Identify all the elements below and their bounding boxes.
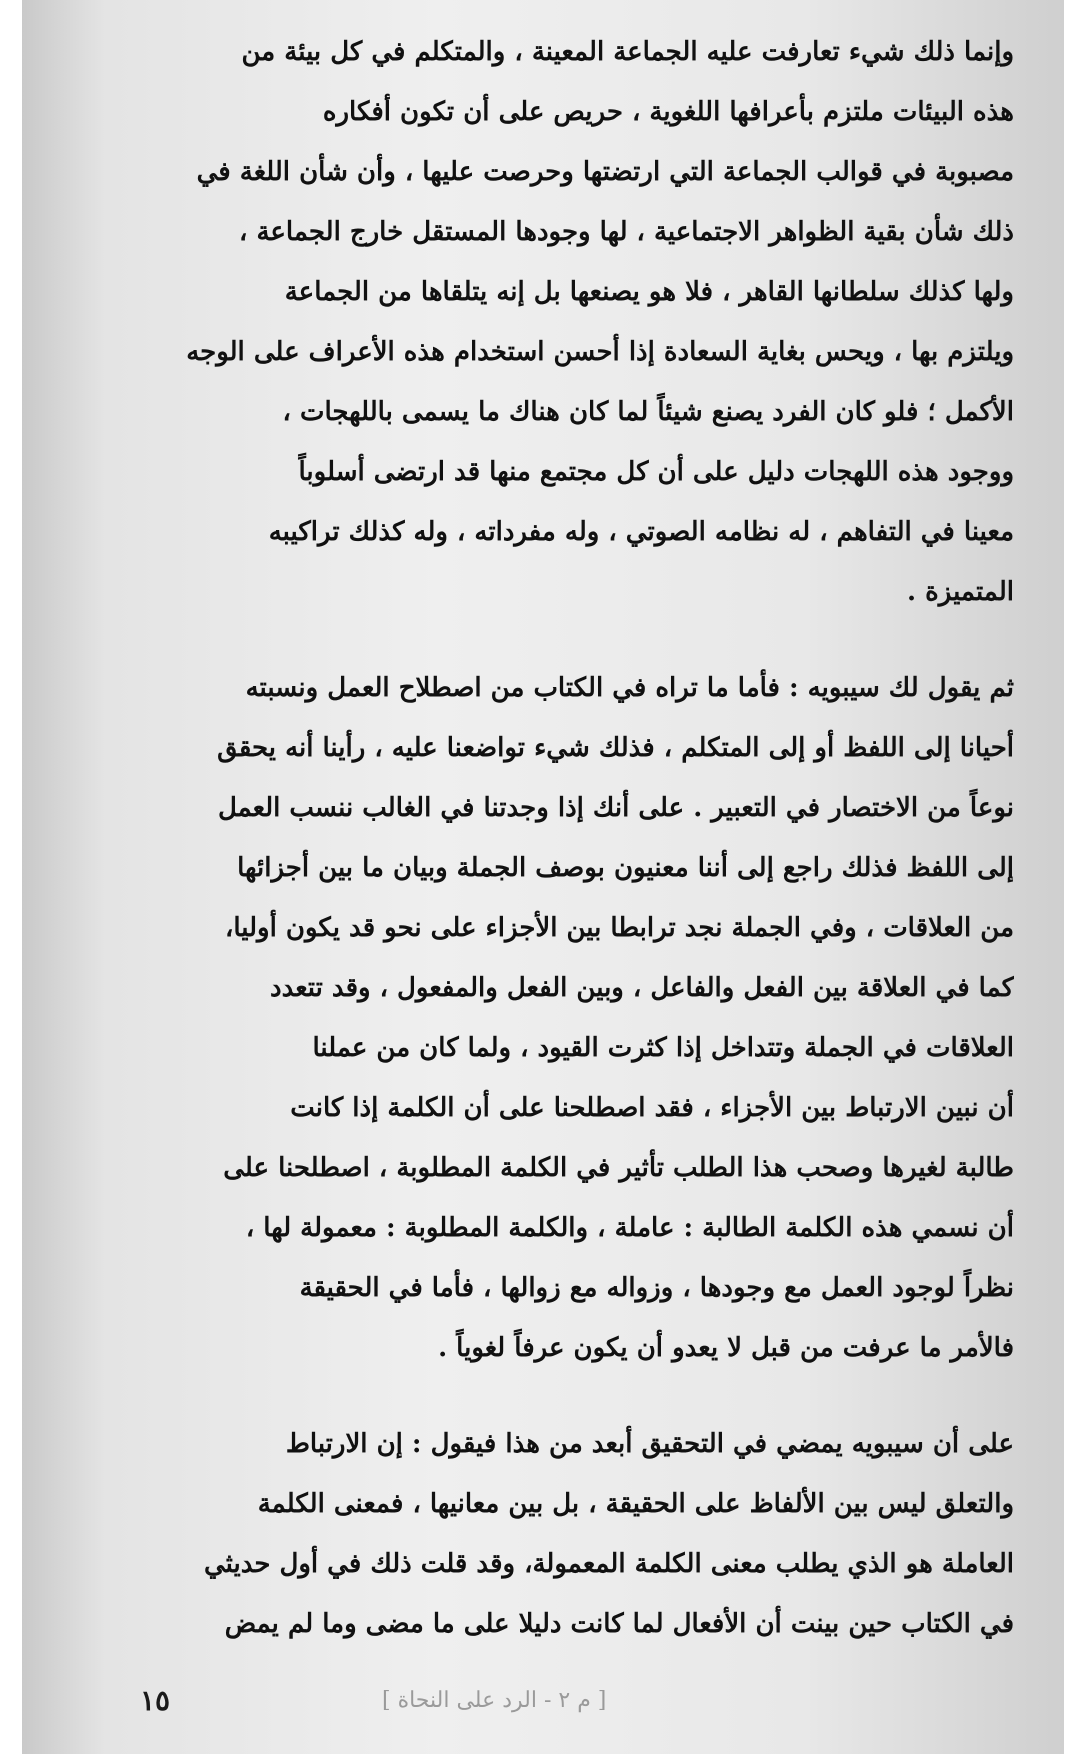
text-line: طالبة لغيرها وصحب هذا الطلب تأثير في الكلمة المطلوبة ، اصطلحنا على	[223, 1153, 1014, 1183]
text-line: إلى اللفظ فذلك راجع إلى أننا معنيون بوصف الجملة وبيان ما بين أجزائها	[237, 853, 1014, 883]
text-line: أحيانا إلى اللفظ أو إلى المتكلم ، فذلك شيء تواضعنا عليه ، رأينا أنه يحقق	[217, 733, 1014, 763]
text-line: نوعاً من الاختصار في التعبير . على أنك إذا وجدتنا في الغالب ننسب العمل	[217, 793, 1014, 823]
text-line: في الكتاب حين بينت أن الأفعال لما كانت دليلا على ما مضى وما لم يمض	[224, 1609, 1014, 1639]
text-line: نظراً لوجود العمل مع وجودها ، وزواله مع زوالها ، فأما في الحقيقة	[299, 1273, 1014, 1303]
text-line: وإنما ذلك شيء تعارفت عليه الجماعة المعينة ، والمتكلم في كل بيئة من	[241, 37, 1014, 67]
text-line: ذلك شأن بقية الظواهر الاجتماعية ، لها وجودها المستقل خارج الجماعة ،	[239, 217, 1014, 247]
paragraph-2	[112, 658, 1014, 1378]
text-line: العاملة هو الذي يطلب معنى الكلمة المعمولة، وقد قلت ذلك في أول حديثي	[203, 1549, 1014, 1579]
page-footer	[22, 1684, 1064, 1724]
text-line: مصبوبة في قوالب الجماعة التي ارتضتها وحرصت عليها ، وأن شأن اللغة في	[196, 157, 1014, 187]
text-line: المتميزة .	[907, 577, 1014, 607]
text-line: هذه البيئات ملتزم بأعرافها اللغوية ، حريص على أن تكون أفكاره	[322, 97, 1014, 127]
text-line: فالأمر ما عرفت من قبل لا يعدو أن يكون عرفاً لغوياً .	[438, 1333, 1014, 1363]
text-line: ووجود هذه اللهجات دليل على أن كل مجتمع منها قد ارتضى أسلوباً	[298, 457, 1014, 487]
footer-note: [ م ٢ - الرد على النحاة ]	[382, 1688, 607, 1713]
text-line: العلاقات في الجملة وتتداخل إذا كثرت القيود ، ولما كان من عملنا	[312, 1033, 1014, 1063]
text-line: كما في العلاقة بين الفعل والفاعل ، وبين الفعل والمفعول ، وقد تتعدد	[270, 973, 1014, 1003]
text-line: ثم يقول لك سيبويه : فأما ما تراه في الكتاب من اصطلاح العمل ونسبته	[245, 673, 1014, 703]
text-line: على أن سيبويه يمضي في التحقيق أبعد من هذا فيقول : إن الارتباط	[285, 1429, 1014, 1459]
text-line: ولها كذلك سلطانها القاهر ، فلا هو يصنعها بل إنه يتلقاها من الجماعة	[284, 277, 1014, 307]
paragraph-1	[112, 22, 1014, 622]
text-line: من العلاقات ، وفي الجملة نجد ترابطا بين الأجزاء على نحو قد يكون أوليا،	[224, 913, 1014, 943]
body-text	[112, 22, 1014, 1654]
paragraph-3	[112, 1414, 1014, 1654]
text-line: أن نسمي هذه الكلمة الطالبة : عاملة ، والكلمة المطلوبة : معمولة لها ،	[245, 1213, 1014, 1243]
text-line: ويلتزم بها ، ويحس بغاية السعادة إذا أحسن استخدام هذه الأعراف على الوجه	[186, 337, 1014, 367]
text-line: الأكمل ؛ فلو كان الفرد يصنع شيئاً لما كان هناك ما يسمى باللهجات ،	[282, 397, 1014, 427]
text-line: والتعلق ليس بين الألفاظ على الحقيقة ، بل بين معانيها ، فمعنى الكلمة	[257, 1489, 1014, 1519]
text-line: أن نبين الارتباط بين الأجزاء ، فقد اصطلحنا على أن الكلمة إذا كانت	[290, 1093, 1014, 1123]
scanned-page	[22, 0, 1064, 1754]
page-number: ١٥	[140, 1684, 171, 1717]
text-line: معينا في التفاهم ، له نظامه الصوتي ، وله مفرداته ، وله كذلك تراكيبه	[268, 517, 1014, 547]
